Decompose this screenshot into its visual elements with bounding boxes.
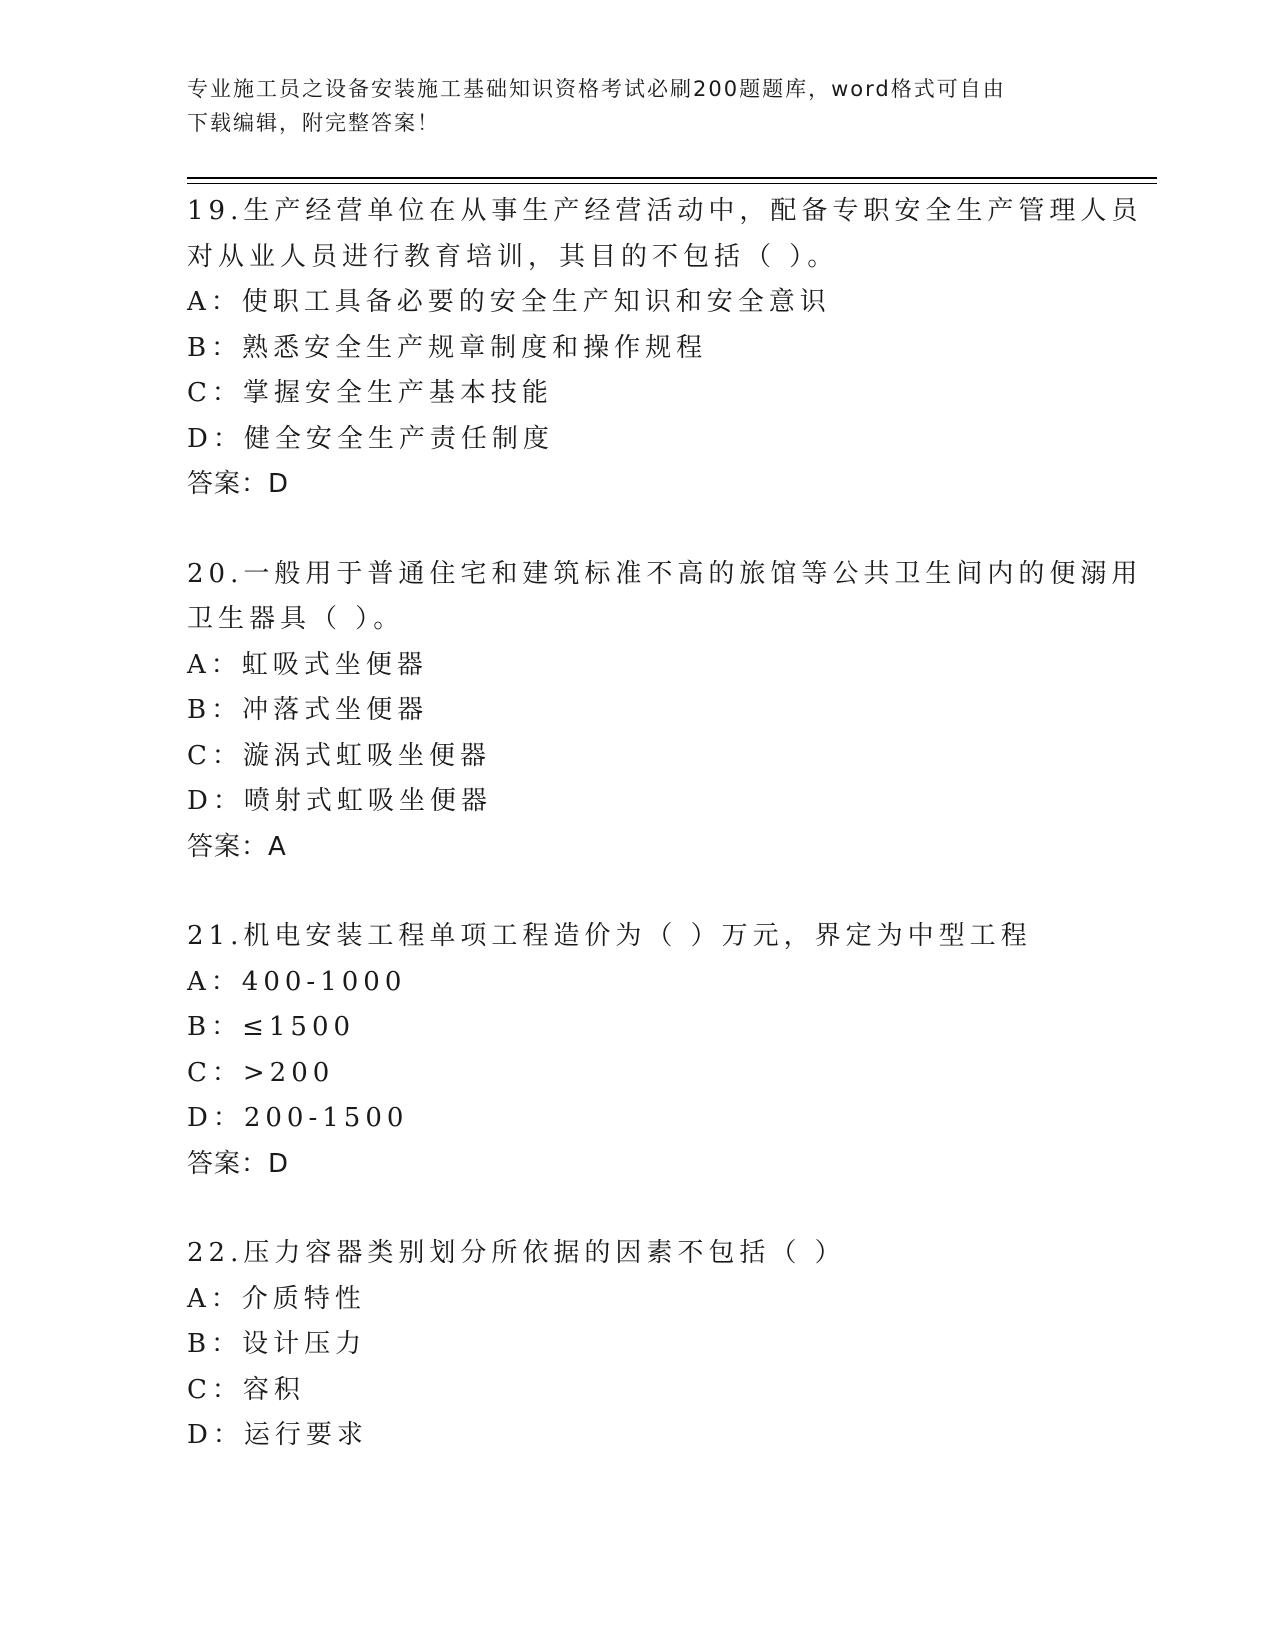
question-22: [187, 1231, 1087, 1459]
document-header: [187, 72, 1087, 140]
question-stem: 21.机电安装工程单项工程造价为（ ）万元，界定为中型工程: [187, 921, 1032, 951]
question-stem: 卫生器具（ ）。: [187, 604, 405, 634]
option-a: A：400-1000: [187, 966, 407, 997]
header-line: 下载编辑，附完整答案！: [187, 111, 440, 135]
header-divider-thin: [187, 183, 1157, 184]
option-c: C：掌握安全生产基本技能: [187, 378, 553, 408]
option-a: A：使职工具备必要的安全生产知识和安全意识: [187, 287, 831, 317]
option-b: B：≤1500: [187, 1012, 356, 1042]
answer: 答案：A: [187, 831, 287, 862]
option-c: C：>200: [187, 1057, 335, 1088]
option-c: C：漩涡式虹吸坐便器: [187, 740, 491, 771]
question-stem: 19.生产经营单位在从事生产经营活动中，配备专职安全生产管理人员: [187, 196, 1143, 226]
option-d: D：健全安全生产责任制度: [187, 423, 554, 454]
option-b: B：设计压力: [187, 1329, 367, 1359]
option-b: B：冲落式坐便器: [187, 695, 429, 725]
question-21: [187, 914, 1087, 1187]
header-line: 专业施工员之设备安装施工基础知识资格考试必刷200题题库，word格式可自由: [187, 77, 1006, 101]
option-b: B：熟悉安全生产规章制度和操作规程: [187, 332, 708, 363]
question-stem: 20.一般用于普通住宅和建筑标准不高的旅馆等公共卫生间内的便溺用: [187, 558, 1143, 589]
option-d: D：运行要求: [187, 1420, 368, 1450]
question-19: [187, 189, 1143, 508]
option-a: A：介质特性: [187, 1283, 366, 1314]
answer: 答案：D: [187, 469, 290, 499]
question-20: [187, 552, 1143, 871]
option-d: D：200-1500: [187, 1103, 409, 1133]
answer: 答案：D: [187, 1148, 290, 1179]
question-list: [187, 189, 1143, 1503]
option-a: A：虹吸式坐便器: [187, 649, 428, 680]
question-stem: 22.压力容器类别划分所依据的因素不包括（ ）: [187, 1238, 846, 1268]
question-stem: 对从业人员进行教育培训，其目的不包括（ ）。: [187, 241, 839, 272]
option-c: C：容积: [187, 1374, 305, 1405]
option-d: D：喷射式虹吸坐便器: [187, 786, 492, 816]
header-divider: [187, 177, 1157, 179]
